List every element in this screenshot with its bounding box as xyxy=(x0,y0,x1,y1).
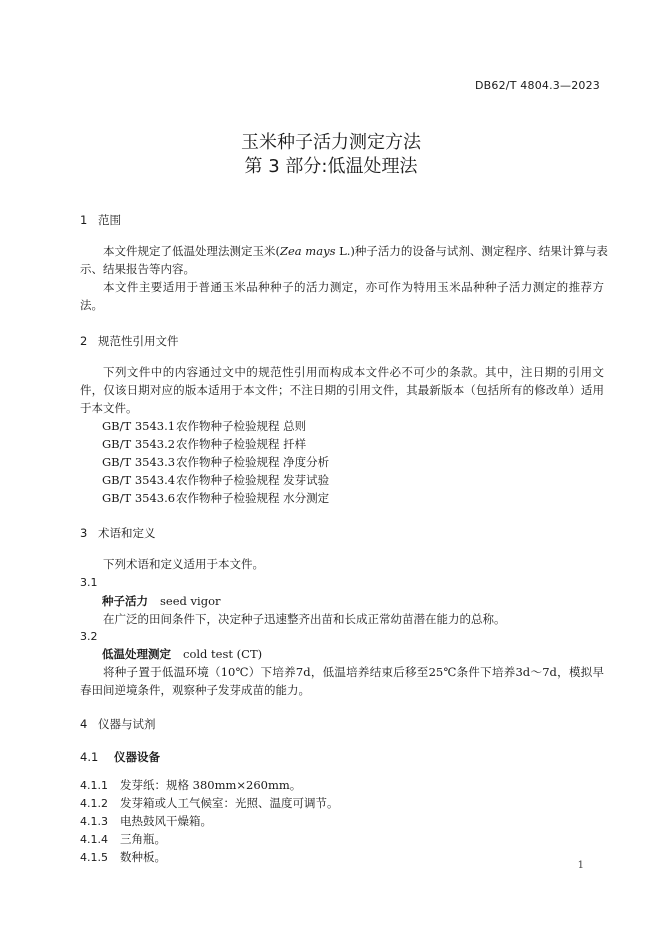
reference-item xyxy=(102,417,306,435)
subsection-4-1-heading xyxy=(80,749,160,765)
term-entry xyxy=(102,645,262,663)
reference-title: 农作物种子检验规程 发芽试验 xyxy=(176,473,330,487)
section-2-heading xyxy=(80,333,179,349)
section-1-heading xyxy=(80,212,121,228)
section-number: 4 xyxy=(80,717,88,731)
equipment-item xyxy=(80,848,166,867)
reference-item xyxy=(102,471,329,489)
scope-paragraph-1-line-1 xyxy=(103,242,608,260)
item-number: 4.1.1 xyxy=(80,779,108,792)
reference-title: 农作物种子检验规程 水分测定 xyxy=(176,491,330,505)
subsection-title: 仪器设备 xyxy=(114,750,160,764)
equipment-item xyxy=(80,812,212,831)
species-name: Zea mays xyxy=(280,244,336,258)
term-en: cold test (CT) xyxy=(183,647,263,661)
document-subtitle: 第 3 部分:低温处理法 xyxy=(244,156,418,177)
reference-title: 农作物种子检验规程 扦样 xyxy=(176,437,307,451)
reference-code: GB/T 3543.1 xyxy=(102,419,176,433)
term-zh: 低温处理测定 xyxy=(102,647,171,661)
scope-text: 本文件规定了低温处理法测定玉米( xyxy=(103,244,280,258)
page-number: 1 xyxy=(577,860,584,871)
section-title: 规范性引用文件 xyxy=(98,334,179,348)
item-text: 电热鼓风干燥箱。 xyxy=(120,814,212,828)
equipment-item xyxy=(80,776,301,795)
reference-code: GB/T 3543.6 xyxy=(102,491,176,505)
item-text: 发芽箱或人工气候室：光照、温度可调节。 xyxy=(120,796,339,810)
reference-item xyxy=(102,453,329,471)
section-title: 仪器与试剂 xyxy=(98,717,156,731)
reference-code: GB/T 3543.2 xyxy=(102,437,176,451)
item-text: 数种板。 xyxy=(120,850,166,864)
subsection-number: 4.1 xyxy=(80,750,99,764)
section-number: 2 xyxy=(80,334,88,348)
scope-paragraph-1-line-2: 示、结果报告等内容。 xyxy=(80,262,195,276)
term-en: seed vigor xyxy=(160,594,221,608)
equipment-item xyxy=(80,830,166,849)
item-number: 4.1.4 xyxy=(80,833,108,846)
term-definition: 在广泛的田间条件下，决定种子迅速整齐出苗和长成正常幼苗潜在能力的总称。 xyxy=(103,612,506,626)
term-definition: 将种子置于低温环境（10℃）下培养7d，低温培养结束后移至25℃条件下培养3d～7d，模拟早春田间逆境条件，观察种子发芽成苗的能力。 xyxy=(80,665,604,697)
item-text: 发芽纸：规格 380mm×260mm。 xyxy=(120,778,302,792)
section-title: 术语和定义 xyxy=(98,526,156,540)
equipment-item xyxy=(80,794,339,813)
reference-item xyxy=(102,435,306,453)
reference-title: 农作物种子检验规程 总则 xyxy=(176,419,307,433)
term-zh: 种子活力 xyxy=(102,594,148,608)
scope-paragraph-2: 本文件主要适用于普通玉米品种种子的活力测定，亦可作为特用玉米品种种子活力测定的推荐方法。 xyxy=(80,280,604,312)
scope-text: L.)种子活力的设备与试剂、测定程序、结果计算与表 xyxy=(335,244,608,258)
document-title: 玉米种子活力测定方法 xyxy=(241,132,421,153)
section-4-heading xyxy=(80,716,156,732)
references-intro: 下列文件中的内容通过文中的规范性引用而构成本文件必不可少的条款。其中，注日期的引用文件，仅该日期对应的版本适用于本文件；不注日期的引用文件，其最新版本（包括所有的修改单）适用于本文件。 xyxy=(80,365,604,415)
terms-intro: 下列术语和定义适用于本文件。 xyxy=(103,557,264,571)
reference-code: GB/T 3543.3 xyxy=(102,455,176,469)
reference-item xyxy=(102,489,329,507)
term-entry xyxy=(102,592,221,610)
standard-number: DB62/T 4804.3—2023 xyxy=(474,79,600,92)
term-number: 3.2 xyxy=(80,630,98,643)
section-3-heading xyxy=(80,525,156,541)
reference-code: GB/T 3543.4 xyxy=(102,473,176,487)
item-number: 4.1.2 xyxy=(80,797,108,810)
item-text: 三角瓶。 xyxy=(120,832,166,846)
term-number: 3.1 xyxy=(80,576,98,589)
section-title: 范围 xyxy=(98,213,121,227)
section-number: 1 xyxy=(80,213,88,227)
section-number: 3 xyxy=(80,526,88,540)
item-number: 4.1.5 xyxy=(80,851,108,864)
reference-title: 农作物种子检验规程 净度分析 xyxy=(176,455,330,469)
item-number: 4.1.3 xyxy=(80,815,108,828)
